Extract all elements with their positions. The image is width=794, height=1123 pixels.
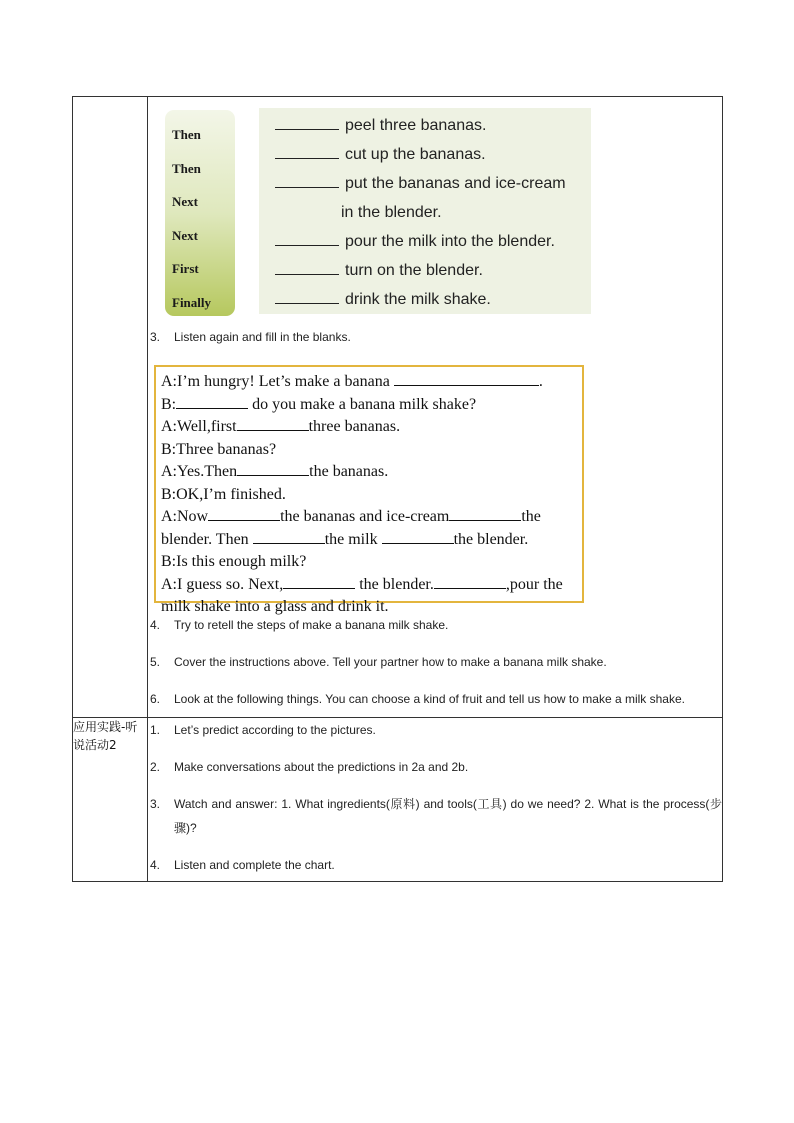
dialogue-text: B:: [161, 395, 177, 413]
dialogue-line: B:Is this enough milk?: [161, 553, 307, 570]
sequence-word: Then: [172, 161, 201, 176]
item-text: Make conversations about the predictions in 2a and 2b.: [174, 760, 469, 774]
dialogue-box: [154, 365, 584, 615]
item-number: 4.: [150, 858, 161, 872]
step-line: [341, 204, 442, 222]
answer-blank: [275, 146, 339, 159]
dialogue-text: the blender.: [355, 575, 434, 593]
step-text: put the bananas and ice-cream: [345, 175, 566, 192]
item-number: 5.: [150, 655, 161, 669]
item-number: 4.: [150, 618, 161, 632]
item-number: 6.: [150, 692, 161, 706]
item-number: 3.: [150, 330, 161, 344]
list-item: [148, 687, 722, 711]
section-2-content-cell: [148, 718, 723, 882]
answer-blank: [237, 461, 309, 476]
answer-blank: [434, 574, 506, 589]
answer-blank: [449, 506, 521, 521]
answer-blank: [275, 291, 339, 304]
dialogue-text: A:Now: [161, 508, 209, 525]
order-exercise: [148, 97, 722, 323]
dialogue-text: blender. Then: [161, 530, 253, 548]
dialogue-text: ,pour the: [505, 575, 563, 593]
step-line: [275, 117, 486, 135]
dialogue-text: three bananas.: [308, 418, 401, 435]
dialogue-text: .: [538, 373, 543, 390]
dialogue-line: [161, 461, 574, 484]
answer-blank: [394, 371, 539, 386]
dialogue-line: [161, 416, 574, 439]
step-text: turn on the blender.: [345, 262, 483, 279]
list-item: [148, 650, 722, 674]
item-text: Cover the instructions above. Tell your partner how to make a banana milk shake.: [174, 655, 607, 669]
item-number: 2.: [150, 760, 161, 774]
step-text: cut up the bananas.: [345, 146, 486, 163]
sequence-word: First: [172, 261, 199, 276]
list-item: [148, 755, 722, 779]
step-line: [275, 233, 555, 251]
section-1-label-cell: [73, 97, 148, 718]
list-item: [148, 792, 722, 840]
dialogue-line: milk shake into a glass and drink it.: [161, 598, 389, 615]
answer-blank: [275, 233, 339, 246]
dialogue-line: [161, 506, 574, 529]
answer-blank: [275, 262, 339, 275]
dialogue-text: the milk: [324, 530, 382, 548]
sequence-words-box: [165, 110, 235, 316]
step-line: [275, 175, 566, 193]
item-text: Let’s predict according to the pictures.: [174, 723, 376, 737]
dialogue-text: the: [521, 508, 541, 525]
dialogue-line: [161, 371, 574, 394]
list-item: [148, 325, 722, 349]
step-text: in the blender.: [341, 204, 442, 221]
sequence-word: Next: [172, 228, 198, 243]
dialogue-text: do you make a banana milk shake?: [248, 395, 477, 413]
section-2-label: 应用实践-听说活动2: [73, 718, 148, 882]
dialogue-text: A:I guess so. Next,: [161, 575, 284, 593]
answer-blank: [275, 175, 339, 188]
dialogue-text: A:Yes.Then: [161, 463, 238, 480]
sequence-word: Then: [172, 127, 201, 142]
section-1-content-cell: [148, 97, 723, 718]
item-text: Listen and complete the chart.: [174, 858, 335, 872]
item-text: Watch and answer: 1. What ingredients(原料) and tools(工具) do we need? 2. What is the process(步骤)?: [174, 797, 722, 835]
list-item: [148, 718, 722, 742]
item-number: 1.: [150, 723, 161, 737]
step-text: peel three bananas.: [345, 117, 487, 134]
sequence-word: Next: [172, 194, 198, 209]
answer-blank: [253, 529, 325, 544]
answer-blank: [237, 416, 309, 431]
item-text: Look at the following things. You can choose a kind of fruit and tell us how to make a milk shake.: [174, 692, 685, 706]
list-item: [148, 613, 722, 637]
answer-blank: [208, 506, 280, 521]
dialogue-line: [161, 574, 574, 597]
item-text: Listen again and fill in the blanks.: [174, 330, 351, 344]
answer-blank: [283, 574, 355, 589]
dialogue-text: the bananas.: [309, 463, 389, 480]
dialogue-line: B:OK,I’m finished.: [161, 485, 286, 503]
step-line: [275, 291, 491, 309]
dialogue-text: A:Well,first: [161, 418, 237, 435]
lesson-plan-table: [72, 96, 723, 882]
dialogue-line: B:Three bananas?: [161, 440, 277, 458]
section-row-1: [73, 97, 723, 718]
answer-blank: [382, 529, 454, 544]
step-text: pour the milk into the blender.: [345, 233, 555, 250]
dialogue-text: A:I’m hungry! Let’s make a banana: [161, 373, 390, 390]
answer-blank: [176, 394, 248, 409]
dialogue-text: the blender.: [453, 530, 529, 548]
steps-box: [259, 108, 591, 314]
item-text: Try to retell the steps of make a banana milk shake.: [174, 618, 449, 632]
dialogue-line: [161, 394, 574, 417]
step-text: drink the milk shake.: [345, 291, 491, 308]
list-item: [148, 853, 722, 877]
answer-blank: [275, 117, 339, 130]
dialogue-text: the bananas and ice-cream: [280, 508, 450, 525]
item-number: 3.: [150, 797, 161, 811]
step-line: [275, 262, 483, 280]
step-line: [275, 146, 486, 164]
dialogue-line: [161, 529, 574, 552]
sequence-word: Finally: [172, 295, 212, 310]
section-row-2: [73, 718, 723, 882]
